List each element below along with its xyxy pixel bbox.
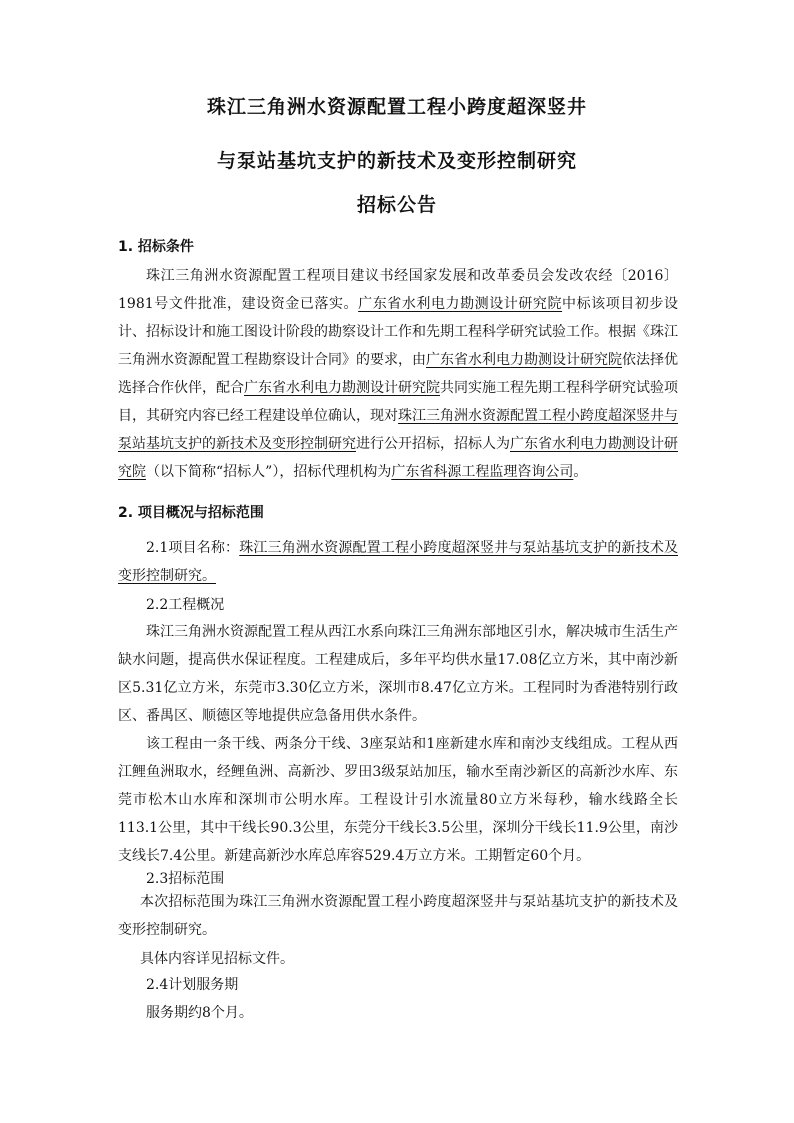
org-name: 广东省水利电力勘测设计研究院: [358, 296, 563, 312]
section-1-paragraph: [118, 262, 678, 486]
agency-name: 广东省科源工程监理咨询公司: [391, 464, 574, 480]
text-run: 珠江三角洲水资源配置工程项目建议书经国家发展和改革委员会发改农经〔2016〕1981号文件批准，建设资金已落实。: [118, 268, 678, 312]
section-2-3-label: 2.3招标范围: [146, 871, 225, 887]
section-2-2-paragraph-1: 珠江三角洲水资源配置工程从西江水系向珠江三角洲东部地区引水，解决城市生活生产缺水问题，提高供水保证程度。工程建成后，多年平均供水量17.08亿立方米，其中南沙新区5.31亿立方米，东莞市3.30亿立方米，深圳市8.47亿立方米。工程同时为香港特别行政区、番禺区、顺德区等地提供应急备用供水条件。: [118, 624, 678, 724]
text-run: 共同实施工程先期工程科学研究试验项目，其研究内容已经工程建设单位确认，现对: [118, 380, 678, 424]
section-1-heading: 1. 招标条件: [118, 239, 194, 255]
text-run: 。: [573, 464, 588, 480]
text-run: 进行公开招标，招标人为: [356, 436, 510, 452]
document-title-notice: 招标公告: [356, 194, 437, 216]
org-name: 广东省水利电力勘测设计研究院: [244, 380, 440, 396]
section-2-2-label: 2.2工程概况: [146, 597, 225, 613]
text-run: 中标该项目初步设计、招标设计和施工图设计阶段的勘察设计工作和先期工程科学研究试验工作。根据《珠江三角洲水资源配置工程勘察设计合同》的要求，由: [118, 296, 679, 368]
tenderer-name: 广东省水利电力勘测设计研究院: [118, 436, 678, 480]
section-2-1-paragraph: [118, 534, 678, 590]
section-2-4-label: 2.4计划服务期: [146, 977, 239, 993]
text-run: （以下简称“招标人”），招标代理机构为: [146, 464, 392, 480]
project-name: 珠江三角洲水资源配置工程小跨度超深竖井与泵站基坑支护的新技术及变形控制研究。: [118, 540, 679, 584]
section-2-2-paragraph-2: 该工程由一条干线、两条分干线、3座泵站和1座新建水库和南沙支线组成。工程从西江鲤鱼洲取水，经鲤鱼洲、高新沙、罗田3级泵站加压，输水至南沙新区的高新沙水库、东莞市松木山水库和深圳市公明水库。工程设计引水流量80立方米每秒，输水线路全长113.1公里，其中干线长90.3公里，东莞分干线长3.5公里，深圳分干线长11.9公里，南沙支线长7.4公里。新建高新沙水库总库容529.4万立方米。工期暂定60个月。: [118, 736, 678, 864]
document-title-line-2: 与泵站基坑支护的新技术及变形控制研究: [216, 150, 577, 172]
section-2-3-paragraph-1: 本次招标范围为珠江三角洲水资源配置工程小跨度超深竖井与泵站基坑支护的新技术及变形控制研究。: [118, 894, 678, 938]
project-name: 珠江三角洲水资源配置工程小跨度超深竖井与泵站基坑支护的新技术及变形控制研究: [118, 408, 678, 452]
section-2-3-paragraph-2: 具体内容详见招标文件。: [140, 951, 294, 967]
section-2-heading: 2. 项目概况与招标范围: [118, 505, 264, 521]
org-name: 广东省水利电力勘测设计研究院: [426, 352, 622, 368]
text-run: 依法择优选择合作伙伴，配合: [118, 352, 678, 396]
section-2-4-paragraph: 服务期约8个月。: [146, 1005, 253, 1021]
document-title-line-1: 珠江三角洲水资源配置工程小跨度超深竖井: [206, 96, 587, 118]
subsection-label: 2.1项目名称：: [146, 540, 240, 556]
